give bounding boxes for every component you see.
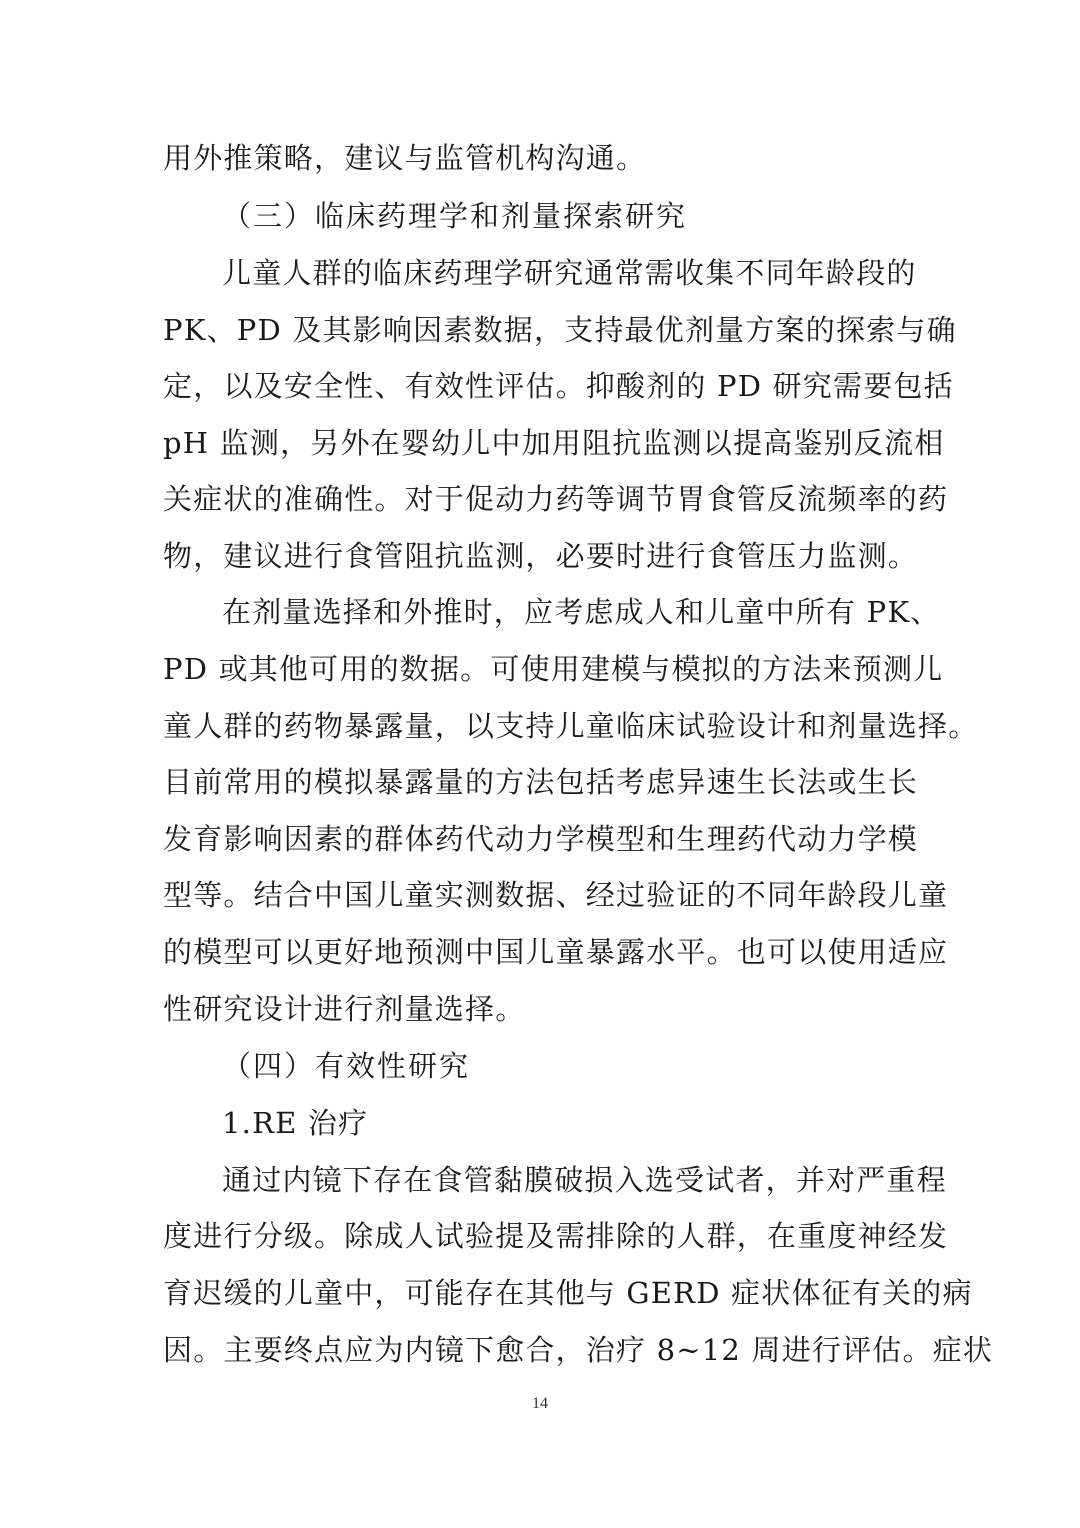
section-heading: （三）临床药理学和剂量探索研究 bbox=[222, 199, 688, 233]
text-line: PD 或其他可用的数据。可使用建模与模拟的方法来预测儿 bbox=[163, 652, 944, 686]
text-line: 育迟缓的儿童中，可能存在其他与 GERD 症状体征有关的病 bbox=[163, 1276, 973, 1310]
text-line: 儿童人群的临床药理学研究通常需收集不同年龄段的 bbox=[222, 256, 917, 290]
text-line: 目前常用的模拟暴露量的方法包括考虑异速生长法或生长 bbox=[163, 765, 919, 799]
text-line: 物，建议进行食管阻抗监测，必要时进行食管压力监测。 bbox=[163, 539, 919, 573]
subsection-heading: 1.RE 治疗 bbox=[222, 1106, 369, 1140]
text-line: 性研究设计进行剂量选择。 bbox=[163, 992, 526, 1026]
text-line: 的模型可以更好地预测中国儿童暴露水平。也可以使用适应 bbox=[163, 935, 949, 969]
text-line: 通过内镜下存在食管黏膜破损入选受试者，并对严重程 bbox=[222, 1163, 947, 1197]
section-heading: （四）有效性研究 bbox=[222, 1049, 471, 1083]
text-line: 用外推策略，建议与监管机构沟通。 bbox=[163, 141, 647, 175]
text-line: 关症状的准确性。对于促动力药等调节胃食管反流频率的药 bbox=[163, 482, 949, 516]
text-line: pH 监测，另外在婴幼儿中加用阻抗监测以提高鉴别反流相 bbox=[163, 426, 945, 460]
text-line: PK、PD 及其影响因素数据，支持最优剂量方案的探索与确 bbox=[163, 313, 957, 347]
text-line: 型等。结合中国儿童实测数据、经过验证的不同年龄段儿童 bbox=[163, 878, 949, 912]
text-line: 定，以及安全性、有效性评估。抑酸剂的 PD 研究需要包括 bbox=[163, 369, 954, 403]
page-number: 14 bbox=[532, 1395, 548, 1412]
text-line: 因。主要终点应为内镜下愈合，治疗 8~12 周进行评估。症状 bbox=[163, 1333, 994, 1367]
text-line: 度进行分级。除成人试验提及需排除的人群，在重度神经发 bbox=[163, 1219, 949, 1253]
text-line: 在剂量选择和外推时，应考虑成人和儿童中所有 PK、 bbox=[222, 595, 941, 629]
text-line: 童人群的药物暴露量，以支持儿童临床试验设计和剂量选择。 bbox=[163, 709, 979, 743]
text-line: 发育影响因素的群体药代动力学模型和生理药代动力学模 bbox=[163, 822, 919, 856]
